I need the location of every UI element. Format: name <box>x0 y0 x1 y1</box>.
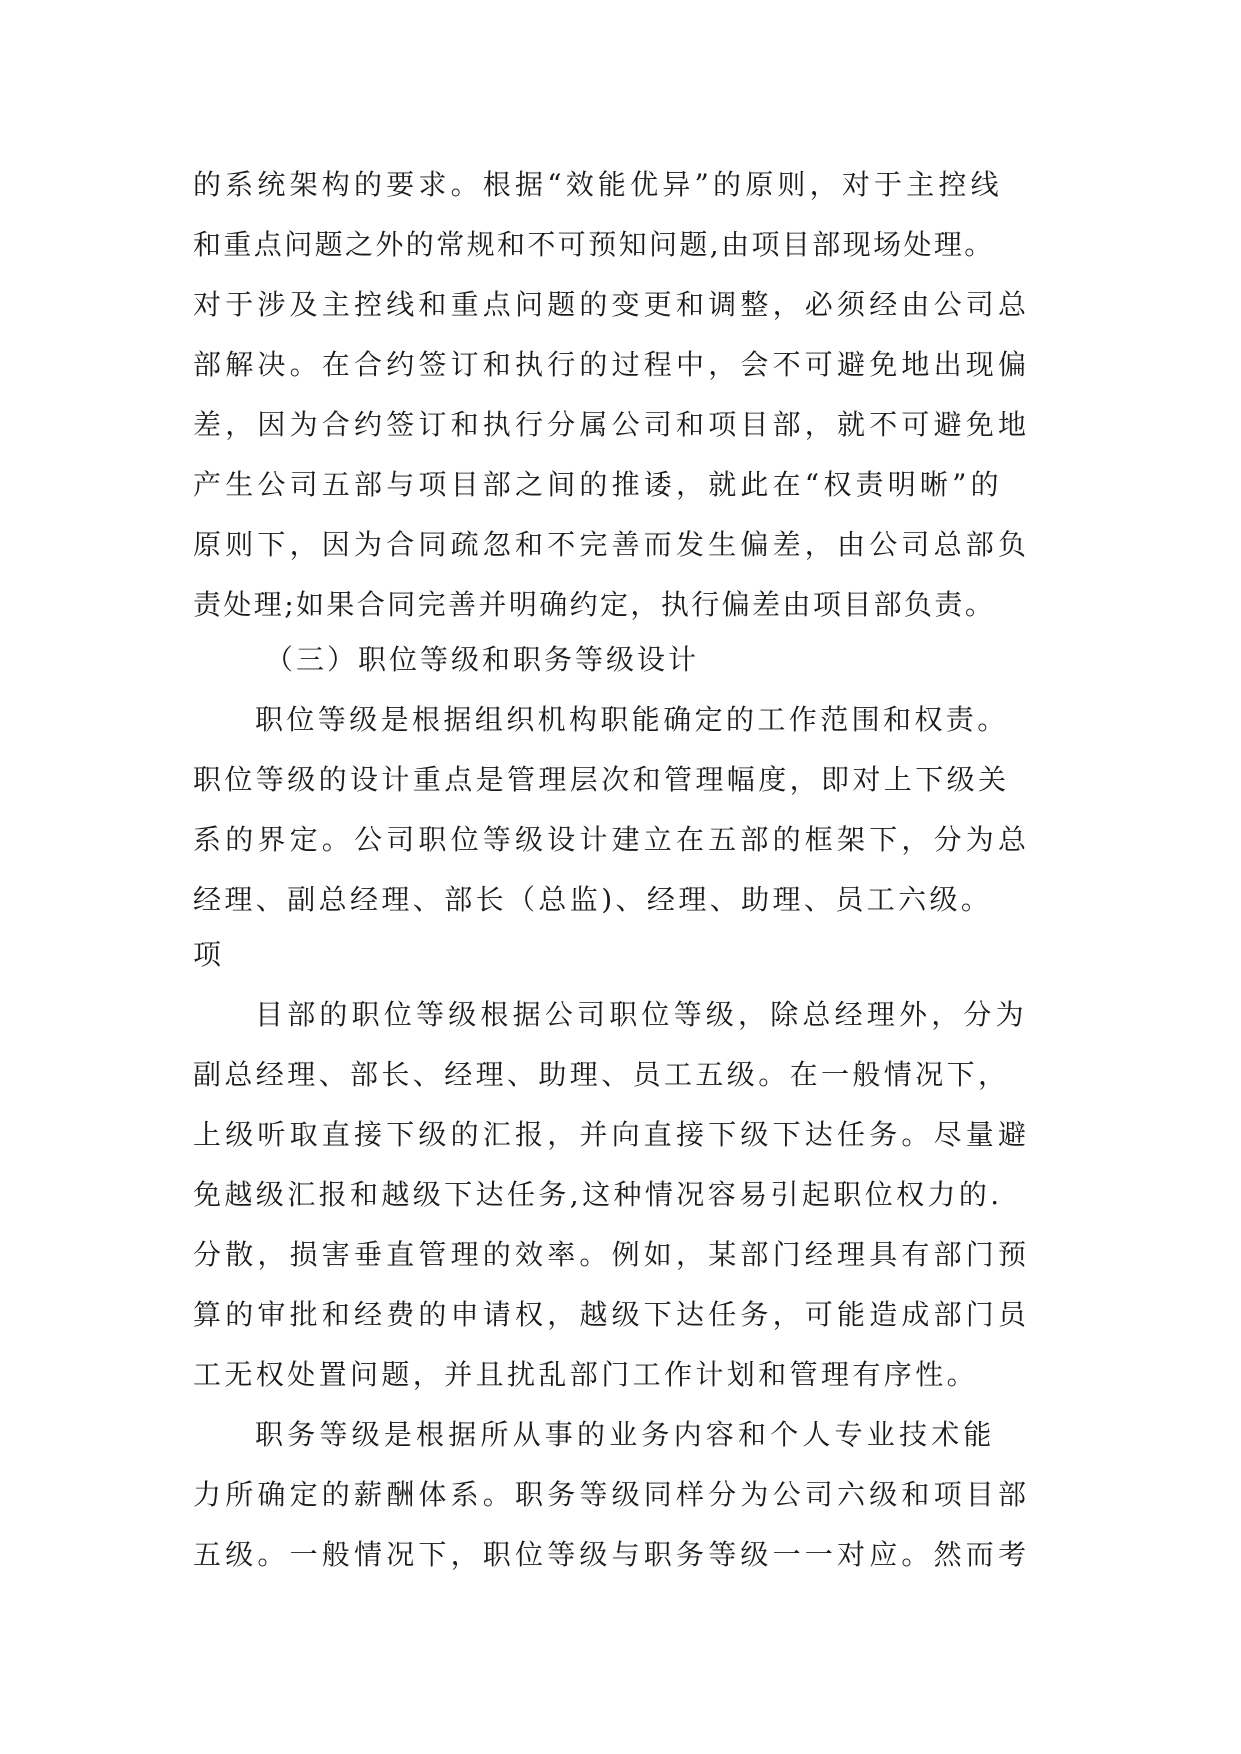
text-line: 原则下，因为合同疏忽和不完善而发生偏差，由公司总部负 <box>193 528 1031 561</box>
text-line: 目部的职位等级根据公司职位等级，除总经理外，分为 <box>255 998 1028 1031</box>
text-line: 副总经理、部长、经理、助理、员工五级。在一般情况下， <box>193 1058 1010 1091</box>
text-line: 力所确定的薪酬体系。职务等级同样分为公司六级和项目部 <box>193 1478 1031 1511</box>
text-line: 工无权处置问题，并且扰乱部门工作计划和管理有序性。 <box>193 1358 979 1391</box>
text-line: 的系统架构的要求。根据“效能优异”的原则，对于主控线 <box>193 168 1003 201</box>
text-line: 和重点问题之外的常规和不可预知问题,由项目部现场处理。 <box>193 228 995 261</box>
text-line: 职务等级是根据所从事的业务内容和个人专业技术能 <box>255 1418 996 1451</box>
text-line: 分散，损害垂直管理的效率。例如，某部门经理具有部门预 <box>193 1238 1031 1271</box>
text-line: 项 <box>193 938 226 971</box>
text-line: 产生公司五部与项目部之间的推诿，就此在“权责明晰”的 <box>193 468 1003 501</box>
text-line: 五级。一般情况下，职位等级与职务等级一一对应。然而考 <box>193 1538 1031 1571</box>
text-line: 责处理;如果合同完善并明确约定，执行偏差由项目部负责。 <box>193 588 996 621</box>
text-line: 差，因为合约签订和执行分属公司和项目部，就不可避免地 <box>193 408 1031 441</box>
text-line: 职位等级的设计重点是管理层次和管理幅度，即对上下级关 <box>193 763 1010 796</box>
text-line: 系的界定。公司职位等级设计建立在五部的框架下，分为总 <box>193 823 1031 856</box>
text-line: 对于涉及主控线和重点问题的变更和调整，必须经由公司总 <box>193 288 1031 321</box>
text-line: 上级听取直接下级的汇报，并向直接下级下达任务。尽量避 <box>193 1118 1031 1151</box>
section-heading: （三）职位等级和职务等级设计 <box>265 643 700 676</box>
text-line: 免越级汇报和越级下达任务,这种情况容易引起职位权力的. <box>193 1178 1003 1211</box>
text-line: 部解决。在合约签订和执行的过程中，会不可避免地出现偏 <box>193 348 1031 381</box>
text-line: 职位等级是根据组织机构职能确定的工作范围和权责。 <box>255 703 1009 736</box>
text-line: 经理、副总经理、部长（总监)、经理、助理、员工六级。 <box>193 883 993 916</box>
text-line: 算的审批和经费的申请权，越级下达任务，可能造成部门员 <box>193 1298 1031 1331</box>
